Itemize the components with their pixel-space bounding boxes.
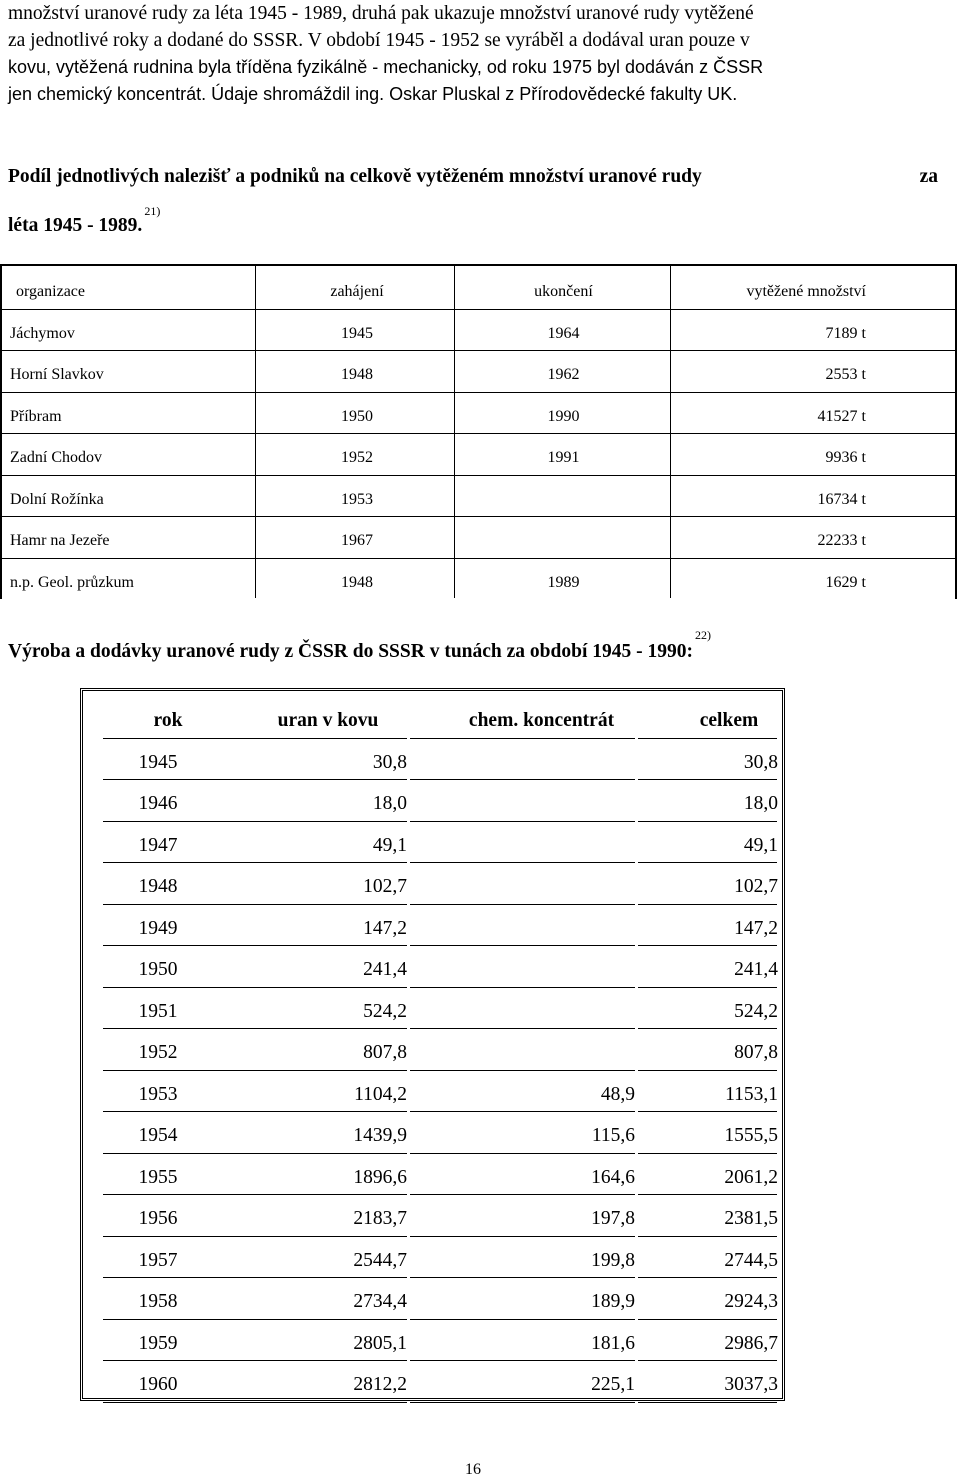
table1-cell: Horní Slavkov	[10, 366, 104, 383]
table2-cell: 2812,2	[353, 1374, 407, 1395]
table2-row-underline	[103, 1153, 407, 1154]
table2-row-underline	[410, 1236, 635, 1237]
table2-row-underline	[638, 1236, 777, 1237]
table2-row-underline	[410, 1070, 635, 1071]
table2-row-underline	[638, 1111, 777, 1112]
table1-cell: n.p. Geol. průzkum	[10, 573, 134, 591]
table2-cell: 1555,5	[724, 1125, 778, 1146]
table2-cell: 30,8	[372, 751, 407, 773]
table2-cell: 807,8	[363, 1042, 407, 1063]
table2-row-underline	[103, 945, 407, 946]
table1-cell: 1964	[547, 324, 580, 342]
table1-cell: 1952	[341, 449, 373, 466]
table1-row-divider	[2, 516, 955, 517]
table1-cell: 1989	[547, 573, 580, 591]
table2-cell: 147,2	[363, 917, 407, 939]
table1-heading-part1: Podíl jednotlivých nalezišť a podniků na celkově vytěženém množství uranové rudy	[8, 166, 702, 187]
table2-row-underline	[103, 779, 407, 780]
table2-cell: 199,8	[591, 1249, 635, 1271]
table2-row-underline	[638, 987, 777, 988]
table2-cell: 2734,4	[353, 1291, 407, 1312]
table2-row-underline	[638, 1360, 777, 1361]
table2-row-underline	[103, 1277, 407, 1278]
table2-cell: 1953	[138, 1083, 178, 1105]
table1-cell: 2553 t	[825, 366, 866, 383]
table1-header-cell: organizace	[16, 283, 85, 300]
table1-heading-part2: léta 1945 - 1989.	[8, 215, 143, 236]
table2-row-underline	[638, 779, 777, 780]
table2-cell: 2381,5	[724, 1208, 778, 1229]
table2-cell: 1957	[138, 1249, 178, 1271]
table2-cell: 2924,3	[724, 1291, 778, 1312]
table2-cell: 1952	[138, 1042, 178, 1063]
table2-cell: 1948	[138, 876, 178, 897]
table2-row-underline	[638, 1277, 777, 1278]
table2-row-underline	[103, 1111, 407, 1112]
table2-row-underline	[103, 904, 407, 905]
table2-row-underline	[410, 945, 635, 946]
table2-cell: 1958	[138, 1291, 178, 1312]
table1-header-cell: vytěžené množství	[746, 283, 866, 300]
table2-cell: 807,8	[734, 1042, 778, 1063]
table2-row-underline	[103, 738, 407, 739]
table2-cell: 1951	[138, 1000, 178, 1022]
intro-line-3: kovu, vytěžená rudnina byla tříděna fyzikálně - mechanicky, od roku 1975 byl dodáván z ČSSR	[8, 57, 764, 77]
table1-cell: 41527 t	[817, 407, 866, 425]
table2-cell: 189,9	[591, 1291, 635, 1312]
table1-column-divider	[454, 266, 455, 598]
table2-row-underline	[410, 1111, 635, 1112]
table2-cell: 18,0	[743, 793, 778, 814]
table2-row-underline	[410, 1277, 635, 1278]
footnote-21: 21)	[144, 204, 161, 218]
table2-row-underline	[638, 904, 777, 905]
table1-cell: Dolní Rožínka	[10, 490, 104, 508]
table2-row-underline	[103, 1070, 407, 1071]
table2-row-underline	[103, 1236, 407, 1237]
table2-cell: 241,4	[363, 959, 407, 980]
table1-header-cell: zahájení	[330, 283, 384, 300]
table1-cell: Jáchymov	[10, 324, 75, 342]
table2-cell: 1950	[138, 959, 178, 980]
table2-row-underline	[410, 904, 635, 905]
table2-row-underline	[103, 987, 407, 988]
table2-cell: 1896,6	[353, 1166, 407, 1188]
page-number: 16	[465, 1461, 481, 1478]
deposits-table	[0, 264, 957, 599]
table2-header-cell: uran v kovu	[277, 710, 379, 731]
table2-row-underline	[103, 1402, 407, 1403]
table2-row-underline	[638, 821, 777, 822]
table2-cell: 181,6	[591, 1332, 635, 1354]
table2-cell: 3037,3	[724, 1374, 778, 1395]
table1-cell: 1948	[341, 366, 373, 383]
table1-cell: 1991	[547, 449, 580, 466]
table2-row-underline	[410, 1402, 635, 1403]
table1-row-divider	[2, 433, 955, 434]
table2-row-underline	[410, 862, 635, 863]
table2-cell: 147,2	[734, 917, 778, 939]
table2-cell: 1946	[138, 793, 178, 814]
table2-row-underline	[103, 821, 407, 822]
table2-cell: 524,2	[734, 1000, 778, 1022]
table2-row-underline	[638, 1153, 777, 1154]
table1-heading	[8, 160, 938, 243]
table2-header-cell: celkem	[699, 710, 759, 731]
table2-cell: 2744,5	[724, 1249, 778, 1271]
table1-header-cell: ukončení	[534, 283, 593, 300]
intro-line-4: jen chemický koncentrát. Údaje shromáždil ing. Oskar Pluskal z Přírodovědecké fakulty UK.	[8, 84, 738, 104]
table2-row-underline	[103, 862, 407, 863]
table2-cell: 30,8	[743, 751, 778, 773]
table2-cell: 1104,2	[354, 1083, 407, 1105]
table2-cell: 102,7	[734, 876, 778, 897]
table2-row-underline	[638, 945, 777, 946]
table2-cell: 197,8	[591, 1208, 635, 1229]
table1-column-divider	[255, 266, 256, 598]
table2-cell: 48,9	[600, 1083, 635, 1105]
table1-row-divider	[2, 350, 955, 351]
table2-row-underline	[410, 987, 635, 988]
table2-row-underline	[638, 1319, 777, 1320]
table2-row-underline	[410, 1028, 635, 1029]
table2-cell: 1439,9	[353, 1125, 407, 1146]
footnote-22: 22)	[695, 628, 711, 642]
table2-cell: 225,1	[591, 1374, 635, 1395]
table2-row-underline	[410, 738, 635, 739]
table1-cell: 1950	[341, 407, 373, 425]
table2-cell: 241,4	[734, 959, 778, 980]
table2-row-underline	[638, 1028, 777, 1029]
table1-cell: 1990	[547, 407, 580, 425]
table2-row-underline	[638, 862, 777, 863]
table2-cell: 1949	[138, 917, 178, 939]
table2-heading	[8, 615, 958, 672]
table2-row-underline	[103, 1319, 407, 1320]
table2-cell: 2061,2	[724, 1166, 778, 1188]
table2-cell: 1947	[138, 834, 178, 856]
table1-row-divider	[2, 558, 955, 559]
table2-cell: 49,1	[743, 834, 778, 856]
table2-row-underline	[410, 821, 635, 822]
intro-line-1: množství uranové rudy za léta 1945 - 1989, druhá pak ukazuje množství uranové rudy vytěžené	[8, 3, 754, 24]
table1-row-divider	[2, 392, 955, 393]
table1-cell: 1953	[341, 490, 373, 508]
table2-row-underline	[638, 1194, 777, 1195]
table2-cell: 2986,7	[724, 1332, 778, 1354]
table2-row-underline	[103, 1360, 407, 1361]
table1-row-divider	[2, 475, 955, 476]
table1-cell: 9936 t	[825, 449, 866, 466]
table2-row-underline	[410, 1194, 635, 1195]
table2-header-cell: chem. koncentrát	[468, 710, 615, 731]
table2-row-underline	[638, 1070, 777, 1071]
table2-cell: 2183,7	[353, 1208, 407, 1229]
table2-header-cell: rok	[153, 710, 183, 731]
table2-row-underline	[638, 738, 777, 739]
table2-cell: 115,6	[591, 1125, 635, 1146]
table1-cell: 7189 t	[825, 324, 866, 342]
table2-cell: 1153,1	[725, 1083, 778, 1105]
intro-line-2: za jednotlivé roky a dodané do SSSR. V období 1945 - 1952 se vyráběl a dodával uran pouze v	[8, 30, 750, 51]
table1-cell: 1967	[341, 532, 373, 549]
table2-row-underline	[410, 1153, 635, 1154]
table2-row-underline	[410, 779, 635, 780]
intro-paragraph	[8, 0, 943, 108]
table2-cell: 164,6	[591, 1166, 635, 1188]
table2-row-underline	[103, 1028, 407, 1029]
table2-cell: 49,1	[372, 834, 407, 856]
table1-cell: 1629 t	[825, 573, 866, 591]
table2-row-underline	[638, 1402, 777, 1403]
table2-cell: 1956	[138, 1208, 178, 1229]
table2-cell: 1959	[138, 1332, 178, 1354]
table2-cell: 1954	[138, 1125, 178, 1146]
table1-heading-za: za	[919, 166, 938, 187]
table1-cell: 1948	[341, 573, 373, 591]
table2-cell: 524,2	[363, 1000, 407, 1022]
table2-row-underline	[103, 1194, 407, 1195]
table2-cell: 18,0	[372, 793, 407, 814]
table1-cell: 1945	[341, 324, 373, 342]
table2-cell: 1955	[138, 1166, 178, 1188]
table1-cell: Příbram	[10, 407, 62, 425]
table1-cell: 22233 t	[817, 532, 866, 549]
table1-cell: 16734 t	[817, 490, 866, 508]
table1-cell: Zadní Chodov	[10, 449, 102, 466]
table1-column-divider	[670, 266, 671, 598]
table2-row-underline	[410, 1319, 635, 1320]
table2-heading-text: Výroba a dodávky uranové rudy z ČSSR do SSSR v tunách za období 1945 - 1990:	[8, 641, 693, 662]
table2-row-underline	[410, 1360, 635, 1361]
table1-row-divider	[2, 309, 955, 310]
table2-cell: 2805,1	[353, 1332, 407, 1354]
table2-cell: 2544,7	[353, 1249, 407, 1271]
table1-cell: 1962	[547, 366, 580, 383]
production-table	[80, 688, 785, 1401]
table1-cell: Hamr na Jezeře	[10, 532, 110, 549]
table2-cell: 1960	[138, 1374, 178, 1395]
table2-cell: 1945	[138, 751, 178, 773]
table2-cell: 102,7	[363, 876, 407, 897]
